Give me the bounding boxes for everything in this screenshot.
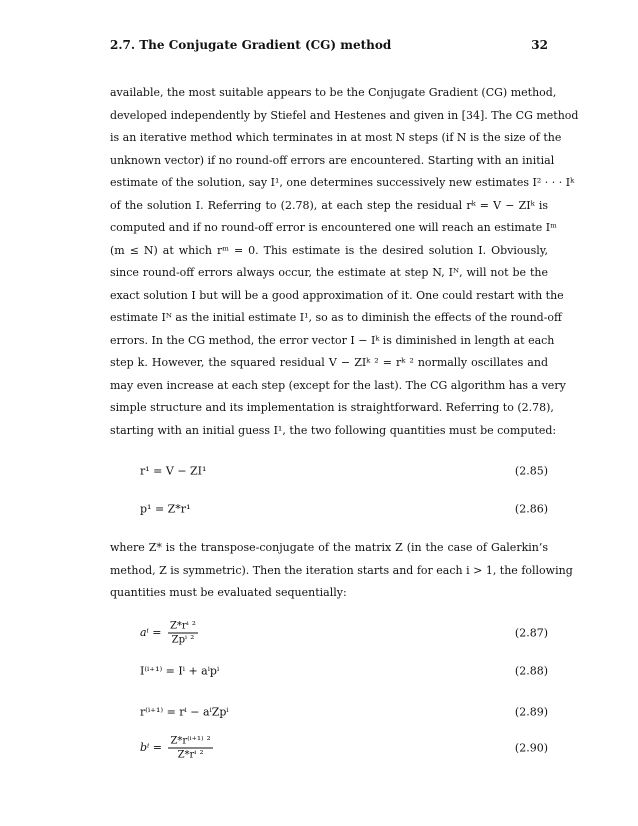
text-line: is an iterative method which terminates in at most N steps (if N is the size of the — [110, 131, 562, 144]
fraction — [168, 736, 212, 761]
equation-2-86 — [140, 494, 548, 524]
equation-body — [140, 736, 213, 761]
text-line: unknown vector) if no round-off errors are encountered. Starting with an initial — [110, 153, 555, 167]
text-line: of the solution I. Referring to (2.78), at each step the residual rᵏ = V − ZIᵏ is — [110, 198, 548, 212]
text-line: available, the most suitable appears to be the Conjugate Gradient (CG) method, — [110, 86, 557, 99]
denominator: Z*rⁱ ² — [177, 749, 204, 761]
paragraph-intro — [110, 82, 579, 442]
denominator: Zpⁱ ² — [171, 634, 195, 646]
section-title: 2.7. The Conjugate Gradient (CG) method — [110, 38, 392, 52]
text-line: errors. In the CG method, the error vector I − Iᵏ is diminished in length at each — [110, 333, 555, 347]
text-line: (m ≤ N) at which rᵐ = 0. This estimate is the desired solution I. Obviously, — [110, 243, 548, 257]
equation-number: (2.88) — [514, 664, 548, 678]
equation-body: p¹ = Z*r¹ — [140, 502, 191, 516]
equation-number: (2.87) — [514, 626, 548, 640]
text-line: may even increase at each step (except for the last). The CG algorithm has a very — [110, 378, 566, 392]
fraction — [168, 621, 198, 646]
equation-body: r¹ = V − ZI¹ — [140, 464, 207, 478]
equation-body — [140, 621, 198, 646]
text-line: starting with an initial guess I¹, the two following quantities must be computed: — [110, 423, 557, 437]
text-line: step k. However, the squared residual V − ZIᵏ ² = rᵏ ² normally oscillates and — [110, 356, 548, 369]
text-line: developed independently by Stiefel and Hestenes and given in [34]. The CG method — [110, 108, 579, 122]
page-number: 32 — [531, 38, 548, 52]
equation-2-89 — [140, 697, 548, 727]
equation-number: (2.90) — [514, 741, 548, 755]
equation-number: (2.89) — [514, 705, 548, 719]
paragraph-iteration — [110, 537, 573, 605]
text-line: method, Z is symmetric). Then the iteration starts and for each i > 1, the following — [110, 563, 573, 577]
equation-prefix: aⁱ = — [140, 626, 162, 639]
equation-body: r⁽ⁱ⁺¹⁾ = rⁱ − aⁱZpⁱ — [140, 705, 229, 719]
running-header — [110, 38, 548, 52]
equation-number: (2.86) — [514, 502, 548, 516]
equation-2-88 — [140, 656, 548, 686]
equation-prefix: bⁱ = — [140, 741, 162, 754]
text-line: quantities must be evaluated sequentially: — [110, 586, 347, 599]
equation-2-85 — [140, 456, 548, 486]
text-line: exact solution I but will be a good approximation of it. One could restart with the — [110, 288, 564, 302]
text-line: estimate of the solution, say I¹, one determines successively new estimates I² · · · Iᵏ — [110, 176, 575, 189]
text-line: where Z* is the transpose-conjugate of the matrix Z (in the case of Galerkin’s — [110, 541, 548, 554]
text-line: estimate Iᴺ as the initial estimate I¹, so as to diminish the effects of the round-off — [110, 311, 562, 324]
equation-number: (2.85) — [514, 464, 548, 478]
equation-2-90 — [140, 730, 548, 766]
equation-body: I⁽ⁱ⁺¹⁾ = Iⁱ + aⁱpⁱ — [140, 664, 220, 678]
text-line: since round-off errors always occur, the estimate at step N, Iᴺ, will not be the — [110, 266, 548, 279]
text-line: computed and if no round-off error is encountered one will reach an estimate Iᵐ — [110, 221, 557, 234]
equation-2-87 — [140, 615, 548, 651]
numerator: Z*rⁱ ² — [169, 620, 196, 632]
numerator: Z*r⁽ⁱ⁺¹⁾ ² — [170, 735, 211, 747]
text-line: simple structure and its implementation is straightforward. Referring to (2.78), — [110, 401, 554, 414]
